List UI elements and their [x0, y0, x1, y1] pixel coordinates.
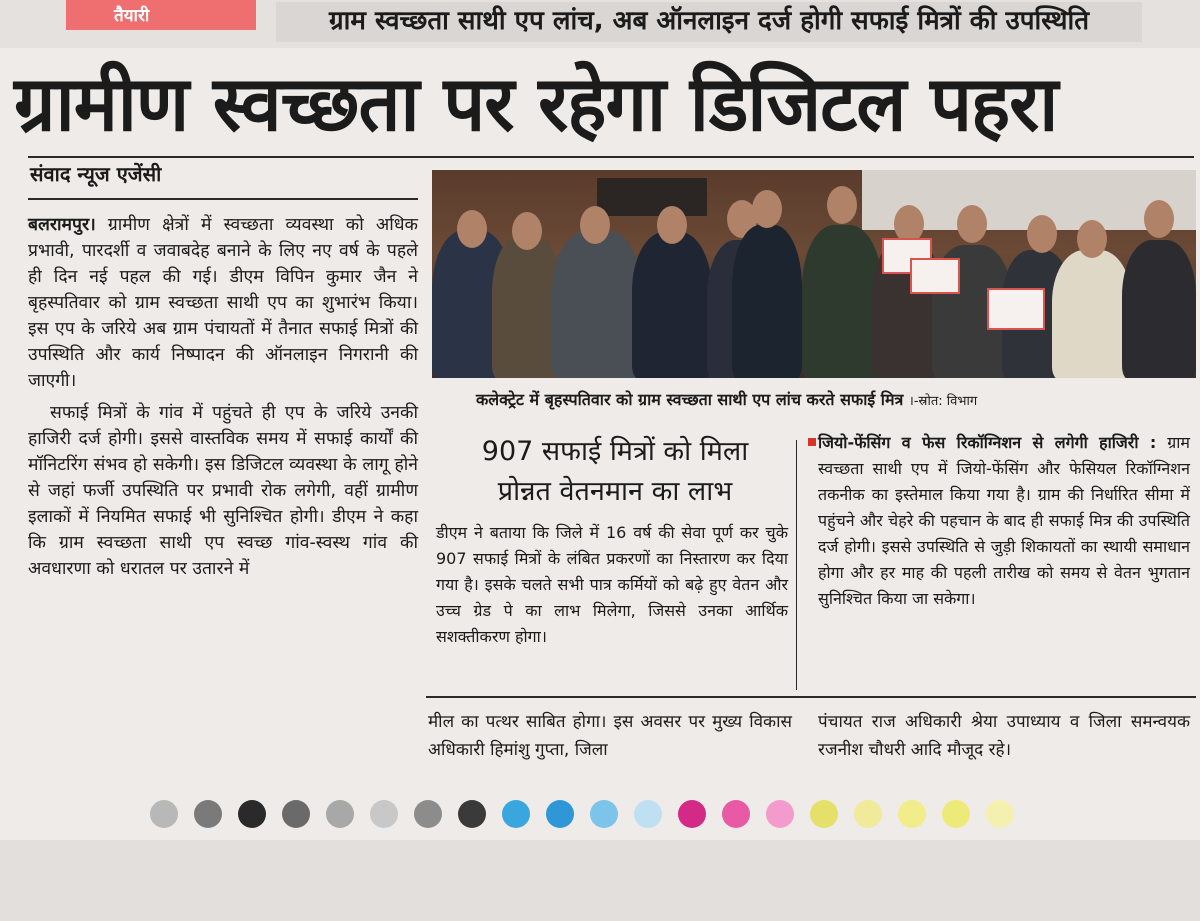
article-column-1 — [28, 212, 418, 582]
column-2-continuation: मील का पत्थर साबित होगा। इस अवसर पर मुख्य विकास अधिकारी हिमांशु गुप्ता, जिला — [428, 712, 792, 760]
registration-dot — [854, 800, 882, 828]
column-3-text — [818, 430, 1190, 612]
registration-dot — [502, 800, 530, 828]
article-column-2 — [436, 520, 788, 650]
section-rule — [426, 696, 1196, 698]
registration-dot — [678, 800, 706, 828]
photo-sign — [597, 178, 707, 216]
registration-dot — [458, 800, 486, 828]
registration-dot — [590, 800, 618, 828]
photo-caption — [476, 388, 977, 410]
registration-dot — [634, 800, 662, 828]
registration-dot — [414, 800, 442, 828]
certificate-board — [987, 288, 1045, 330]
paragraph-1-text: ग्रामीण क्षेत्रों में स्वच्छता व्यवस्था को अधिक प्रभावी, पारदर्शी व जवाबदेह बनाने के लिए नए वर्ष के पहले ही दिन नई पहल की गई। डीएम विपिन कुमार जैन ने बृहस्पतिवार को ग्राम स्वच्छता साथी एप का शुभारंभ किया। इस एप के जरिये अब ग्राम पंचायतों में तैनात सफाई मित्रों की उपस्थिति और कार्य निष्पादन की ऑनलाइन निगरानी की जाएगी। — [28, 215, 418, 391]
news-photo — [432, 170, 1196, 378]
kicker: ग्राम स्वच्छता साथी एप लांच, अब ऑनलाइन दर्ज होगी सफाई मित्रों की उपस्थिति — [276, 2, 1142, 42]
byline: संवाद न्यूज एजेंसी — [30, 162, 162, 186]
certificate-board — [910, 258, 960, 294]
byline-rule — [28, 198, 418, 200]
registration-dot — [282, 800, 310, 828]
registration-dot — [986, 800, 1014, 828]
photo-source: ।-स्रोत: विभाग — [908, 394, 978, 409]
registration-dot — [810, 800, 838, 828]
registration-dot — [546, 800, 574, 828]
registration-dot — [238, 800, 266, 828]
registration-dot — [942, 800, 970, 828]
subheadline — [440, 432, 790, 512]
subheadline-line-2: प्रोन्नत वेतनमान का लाभ — [497, 476, 733, 507]
registration-marks — [0, 790, 1200, 830]
photo-caption-text: कलेक्ट्रेट में बृहस्पतिवार को ग्राम स्वच्छता साथी एप लांच करते सफाई मित्र — [476, 390, 904, 409]
section-tag: तैयारी — [66, 0, 256, 30]
registration-dot — [194, 800, 222, 828]
paragraph-2: सफाई मित्रों के गांव में पहुंचते ही एप के जरिये उनकी हाजिरी दर्ज होगी। इससे वास्तविक समय में सफाई कार्यों की मॉनिटरिंग संभव हो सकेगी। इस डिजिटल व्यवस्था के लागू होने से जहां फर्जी उपस्थिति पर प्रभावी रोक लगेगी, वहीं ग्रामीण इलाकों में नियमित सफाई भी सुनिश्चित होगी। डीएम ने कहा कि ग्राम स्वच्छता साथी एप स्वच्छ गांव-स्वस्थ गांव की अवधारणा को धरातल पर उतारने में — [28, 403, 418, 579]
column-divider — [796, 440, 797, 690]
bullet-icon — [808, 438, 816, 446]
column-2-text: डीएम ने बताया कि जिले में 16 वर्ष की सेवा पूर्ण कर चुके 907 सफाई मित्रों के लंबित प्रकरणों का निस्तारण कर दिया गया है। इसके चलते सभी पात्र कर्मियों को बढ़े हुए वेतन और उच्च ग्रेड पे का लाभ मिलेगा, जिससे उनका आर्थिक सशक्तीकरण होगा। — [436, 523, 788, 646]
article-column-3 — [818, 430, 1190, 612]
subheadline-line-1: 907 सफाई मित्रों को मिला — [481, 436, 749, 467]
headline: ग्रामीण स्वच्छता पर रहेगा डिजिटल पहरा — [14, 59, 1058, 148]
dateline: बलरामपुर। — [28, 215, 96, 235]
headline-rule — [28, 156, 1194, 158]
paragraph-1 — [28, 212, 418, 394]
registration-dot — [898, 800, 926, 828]
column-3-body: ग्राम स्वच्छता साथी एप में जियो-फेंसिंग और फेसियल रिकॉग्निशन तकनीक का इस्तेमाल किया गया है। ग्राम की निर्धारित सीमा में पहुंचने और चेहरे की पहचान के बाद ही सफाई मित्र की उपस्थिति दर्ज होगी। इससे उपस्थिति से जुड़ी शिकायतों का स्थायी समाधान होगा और हर माह की पहली तारीख को समय से वेतन भुगतान सुनिश्चित किया जा सकेगा। — [818, 433, 1190, 608]
column-3-lead: जियो-फेंसिंग व फेस रिकॉग्निशन से लगेगी हाजिरी : — [818, 433, 1157, 452]
page-margin — [0, 840, 1200, 921]
column-3-continuation: पंचायत राज अधिकारी श्रेया उपाध्याय व जिला समन्वयक रजनीश चौधरी आदि मौजूद रहे। — [818, 712, 1190, 760]
registration-dot — [370, 800, 398, 828]
registration-dot — [326, 800, 354, 828]
registration-dot — [766, 800, 794, 828]
registration-dot — [722, 800, 750, 828]
registration-dot — [150, 800, 178, 828]
